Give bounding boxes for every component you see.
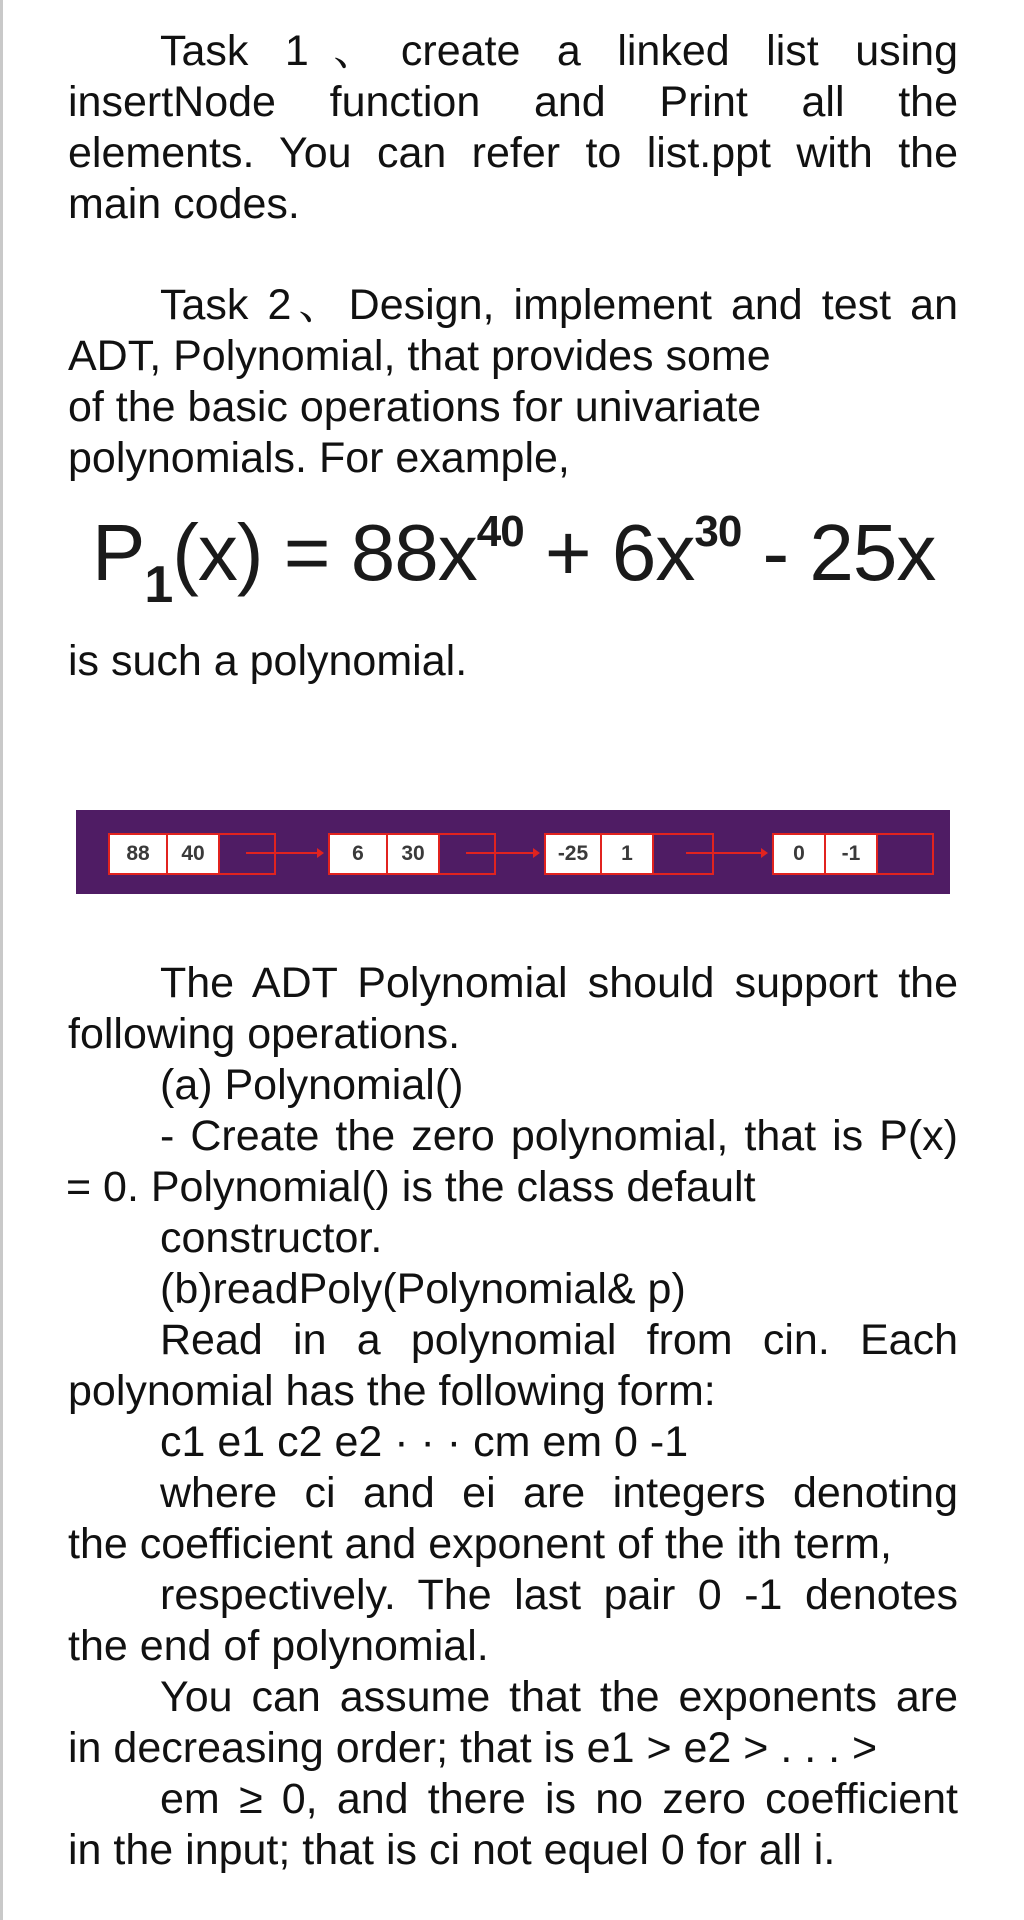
operations-line: You can assume that the exponents are (160, 1673, 958, 1721)
operations-line: in decreasing order; that is e1 > e2 > . . . > (68, 1724, 878, 1772)
equation-exponent-2: 30 (694, 507, 742, 556)
equation-lhs: (x) = 88x (172, 508, 477, 597)
equation-p: P (92, 508, 145, 597)
task2-line: of the basic operations for univariate (68, 383, 762, 431)
operations-paragraph (68, 958, 958, 1876)
equation-subscript: 1 (144, 556, 173, 614)
operations-line: polynomial has the following form: (68, 1367, 716, 1415)
node-coefficient: 6 (328, 833, 386, 875)
node-exponent: -1 (824, 833, 876, 875)
task1-line: elements. You can refer to list.ppt with the (68, 129, 958, 177)
node-next-pointer (218, 833, 276, 875)
operations-line: the end of polynomial. (68, 1622, 489, 1670)
task2-paragraph (68, 280, 958, 484)
next-arrow (686, 852, 766, 854)
node-coefficient: 0 (772, 833, 824, 875)
task2-line: Task 2、Design, implement and test an (160, 281, 958, 329)
operations-line: in the input; that is ci not equel 0 for all i. (68, 1826, 836, 1874)
equation-exponent-1: 40 (476, 507, 524, 556)
after-equation-paragraph (68, 636, 958, 687)
operations-line: - Create the zero polynomial, that is P(x) (160, 1112, 958, 1160)
task1-paragraph (68, 26, 958, 230)
operations-line: where ci and ei are integers denoting (160, 1469, 958, 1517)
operations-line: Read in a polynomial from cin. Each (160, 1316, 958, 1364)
operations-line: following operations. (68, 1010, 461, 1058)
node-next-pointer (438, 833, 496, 875)
task1-line: Task 1、create a linked list using (160, 27, 958, 75)
task2-line: polynomials. For example, (68, 434, 570, 482)
operations-line: = 0. Polynomial() is the class default (66, 1163, 756, 1211)
next-arrow (246, 852, 322, 854)
node-coefficient: -25 (544, 833, 600, 875)
node-exponent: 30 (386, 833, 438, 875)
page-edge (0, 0, 3, 1920)
operations-line: c1 e1 c2 e2 · · · cm em 0 -1 (160, 1418, 689, 1466)
operations-line: The ADT Polynomial should support the (160, 959, 958, 1007)
operations-line: respectively. The last pair 0 -1 denotes (160, 1571, 958, 1619)
operations-line: the coefficient and exponent of the ith term, (68, 1520, 892, 1568)
operations-line: constructor. (160, 1214, 383, 1262)
polynomial-equation (92, 507, 936, 614)
linked-list-diagram (76, 810, 950, 894)
operations-line: (a) Polynomial() (160, 1061, 464, 1109)
operations-line: (b)readPoly(Polynomial& p) (160, 1265, 686, 1313)
operations-line: em ≥ 0, and there is no zero coefficient (160, 1775, 958, 1823)
node-coefficient: 88 (108, 833, 166, 875)
node-next-pointer (652, 833, 714, 875)
task2-line: ADT, Polynomial, that provides some (68, 332, 771, 380)
task1-line: insertNode function and Print all the (68, 78, 958, 126)
after-equation-line: is such a polynomial. (68, 637, 468, 685)
equation-mid: + 6x (523, 508, 695, 597)
node-next-pointer (876, 833, 934, 875)
next-arrow (466, 852, 538, 854)
task1-line: main codes. (68, 180, 300, 228)
node-exponent: 40 (166, 833, 218, 875)
node-exponent: 1 (600, 833, 652, 875)
equation-tail: - 25x (741, 508, 936, 597)
list-node (772, 833, 934, 873)
